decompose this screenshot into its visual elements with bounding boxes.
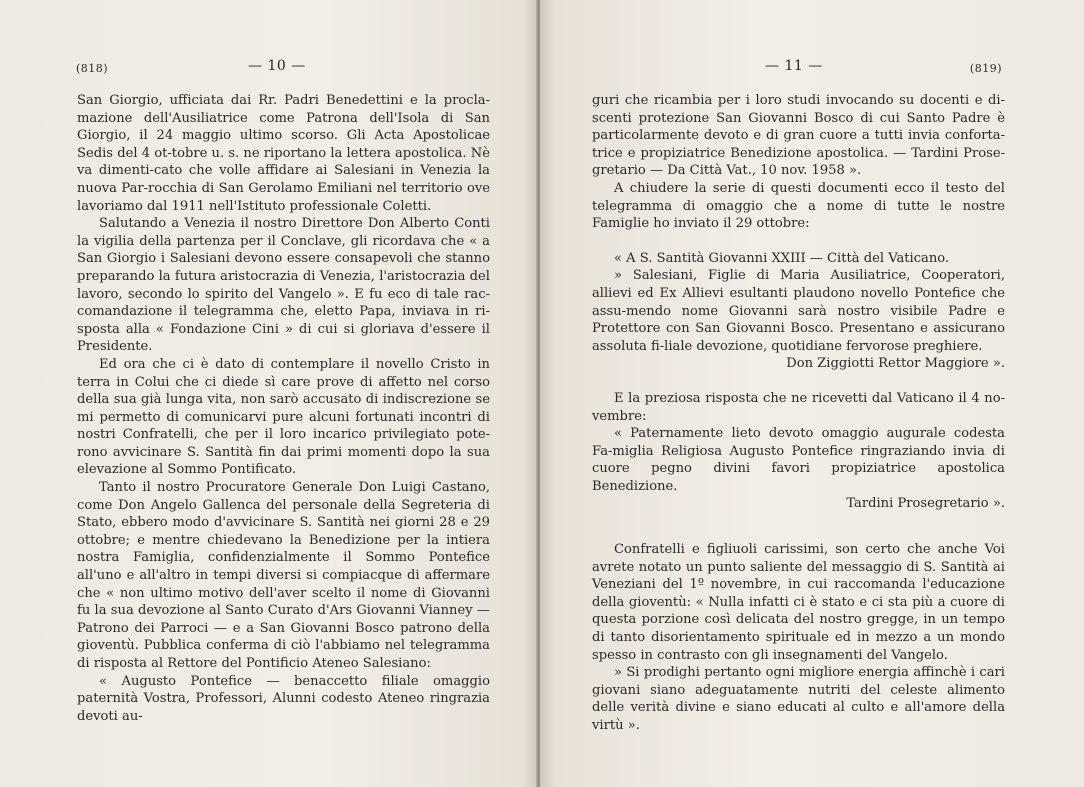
paragraph: » Si prodighi pertanto ogni migliore energia affinchè i cari giovani siano adeguatamente nutriti del celeste alimento delle verità divine e siano educati al culto e all'amore della virtù ». [592,665,1005,733]
paragraph: guri che ricambia per i loro studi invocando su docenti e di-scenti protezione San Giovanni Bosco di cui Santo Padre è particolarmente devoto e di gran cuore a tutti invia conforta-trice e propiziatrice Benedizione apostolica. — Tardini Prose-gretario — Da Città Vat., 10 nov. 1958 ». [592,93,1005,179]
paragraph: A chiudere la serie di questi documenti ecco il testo del telegramma di omaggio che a nome di tutte le nostre Famiglie ho inviato il 29 ottobre: [592,180,1005,232]
spacer [592,373,1005,390]
paragraph: Confratelli e figliuoli carissimi, son certo che anche Voi avrete notato un punto saliente del messaggio di S. Santità ai Veneziani del 1º novembre, in cui raccomanda l'educazione della gioventù: « Nulla infatti ci è stato e ci sta più a cuore di questa porzione così delicata del nostro gregge, in un tempo di tanto disorientamento spirituale ed in mezzo a un mondo spesso in contrasto con gli insegnamenti del Vangelo. [592,542,1005,663]
reply-text: « Paternamente lieto devoto omaggio augurale codesta Fa-miglia Religiosa Augusto Pontefice ringraziando invia di cuore pegno divini favori propiziatrice apostolica Benedizione. [592,426,1005,494]
paragraph: « Augusto Pontefice — benaccetto filiale omaggio paternità Vostra, Professori, Alunni codesto Ateneo ringrazia devoti au- [77,673,490,724]
paragraph: Salutando a Venezia il nostro Direttore Don Alberto Conti la vigilia della partenza per il Conclave, gli ricordava che « a San Giorgio i Salesiani devono essere consapevoli che stanno preparando la futura aristocrazia di Venezia, l'aristocrazia del lavoro, secondo lo spirito del Vangelo ». E fu eco di tale rac-comandazione il telegramma che, eletto Papa, inviava in ri-sposta alla « Fondazione Cini » di cui si gloriava d'essere il Presidente. [77,216,490,355]
telegram-address: « A S. Santità Giovanni XXIII — Città del Vaticano. [614,250,950,266]
right-page [540,0,1084,787]
left-page-body [77,92,490,725]
spacer [592,513,1005,541]
spacer [592,233,1005,250]
reply-signature: Tardini Prosegretario ». [846,496,1005,512]
paragraph: E la preziosa risposta che ne ricevetti dal Vaticano il 4 no-vembre: [592,390,1005,424]
paragraph: San Giorgio, ufficiata dai Rr. Padri Benedettini e la procla-mazione dell'Ausiliatrice come Patrona dell'Isola di San Giorgio, il 24 maggio ultimo scorso. Gli Acta Apostolicae Sedis del 4 ot-tobre u. s. ne riportano la lettera apostolica. Nè va dimenti-cato che volle affidare ai Salesiani in Venezia la nuova Par-rocchia di San Gerolamo Emiliani nel territorio ove lavoriamo dal 1911 nell'Istituto professionale Coletti. [77,93,490,214]
paragraph: Tanto il nostro Procuratore Generale Don Luigi Castano, come Don Angelo Gallenca del personale della Segreteria di Stato, ebbero modo d'avvicinare S. Santità nei giorni 28 e 29 ottobre; e mentre chiedevano la Benedizione per la intiera nostra Famiglia, confidenzialmente il Sommo Pontefice all'uno e all'altro in tempi diversi si compiacque di affermare che « non ultimo motivo dell'aver scelto il nome di Giovanni fu la sua devozione al Santo Curato d'Ars Giovanni Vianney — Patrono dei Parroci — e a San Giovanni Bosco patrono della gioventù. Pubblica conferma di ciò l'abbiamo nel telegramma di risposta al Rettore del Pontificio Ateneo Salesiano: [77,480,490,671]
right-page-label: (819) [969,62,1002,75]
left-page [0,0,538,787]
telegram-signature: Don Ziggiotti Rettor Maggiore ». [786,356,1005,372]
right-page-number: — 11 — [765,58,823,74]
left-page-number: — 10 — [248,58,306,74]
left-page-label: (818) [76,62,109,75]
paragraph: Ed ora che ci è dato di contemplare il novello Cristo in terra in Colui che ci diede sì care prove di affetto nel corso della sua già lunga vita, non sarò accusato di indiscrezione se mi permetto di comunicarvi pure alcuni fortunati incontri di nostri Confratelli, che per il loro incarico privilegiato pote-rono avvicinare S. Santità fin dai primi momenti dopo la sua elevazione al Sommo Pontificato. [77,356,490,478]
telegram-text: » Salesiani, Figlie di Maria Ausiliatrice, Cooperatori, allievi ed Ex Allievi esultanti plaudono novello Pontefice che assu-mendo nome Giovanni sarà nostro visibile Padre e Protettore con San Giovanni Bosco. Presentano e assicurano assoluta fi-liale devozione, quotidiane fervorose preghiere. [592,268,1005,354]
right-page-body [592,92,1005,735]
